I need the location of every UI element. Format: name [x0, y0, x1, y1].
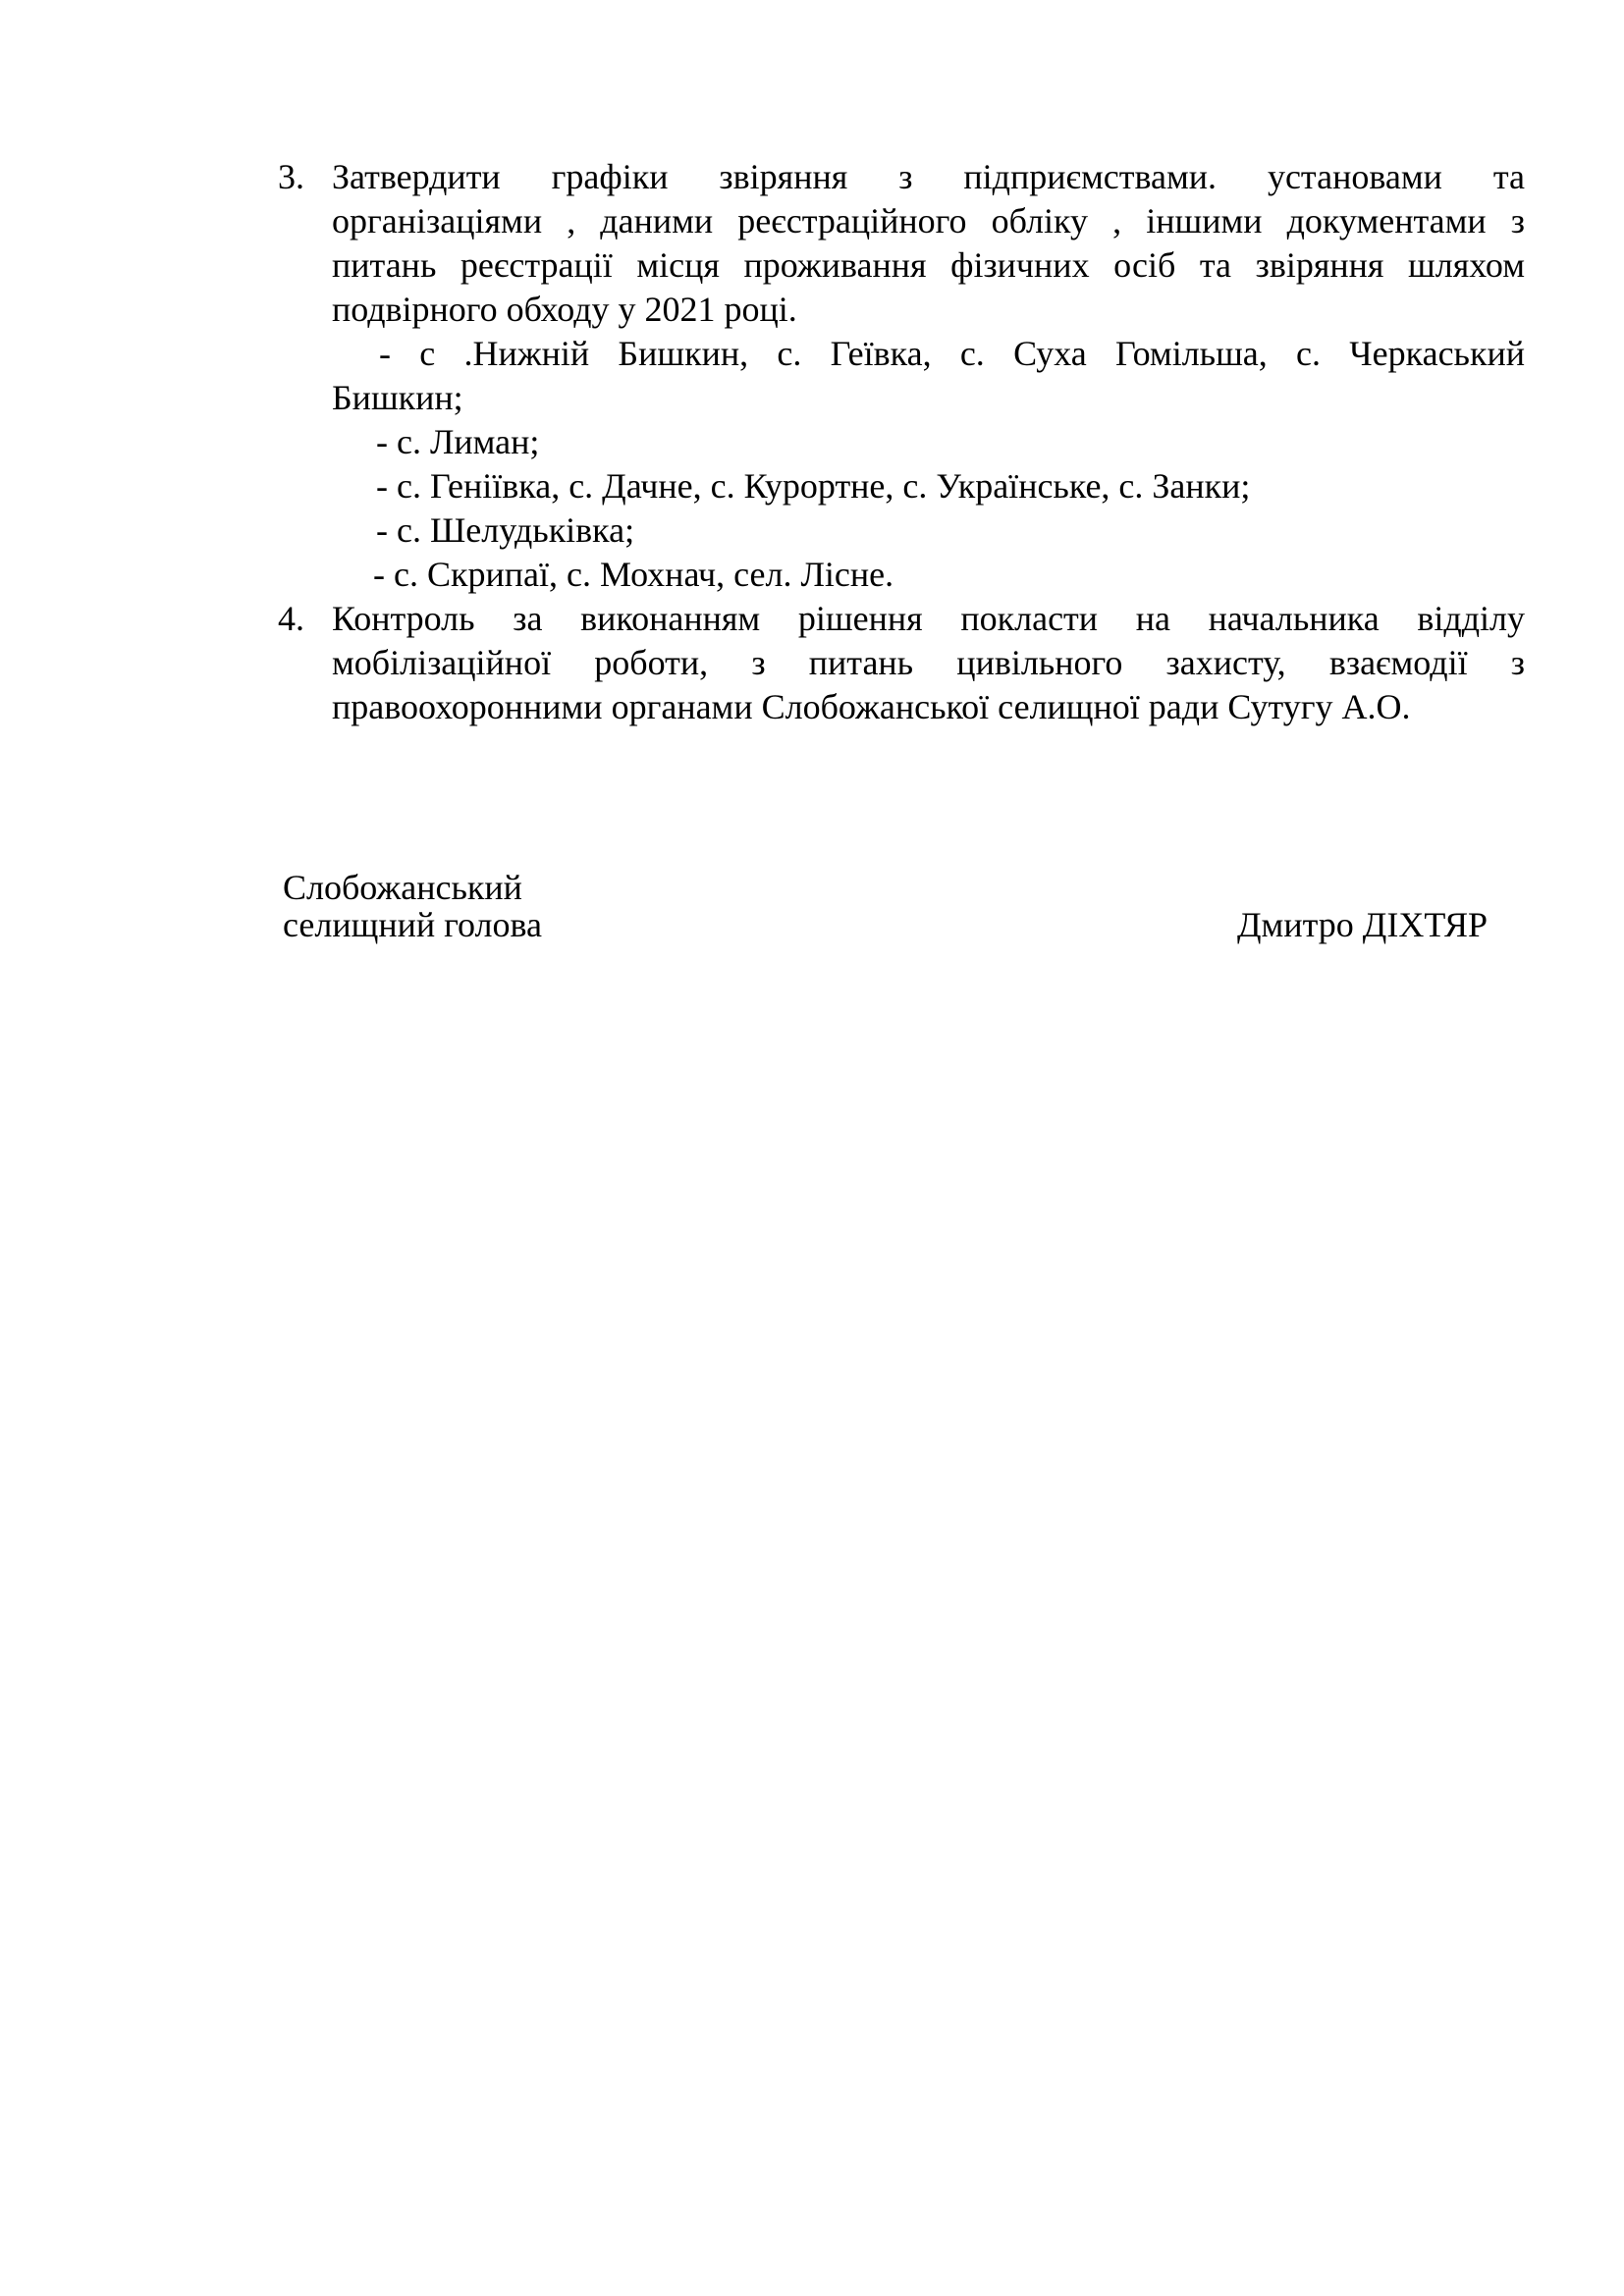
- signatory-title-line-2: селищний голова: [283, 905, 543, 944]
- item-text-line: мобілізаційної роботи, з питань цивільного захисту, взаємодії з: [332, 643, 1525, 682]
- decision-item-4: [278, 597, 1525, 729]
- item-text-line: Контроль за виконанням рішення покласти на начальника відділу: [332, 599, 1525, 638]
- item-text-line: правоохоронними органами Слобожанської селищної ради Сутугу А.О.: [332, 687, 1411, 726]
- signatory-name: Дмитро ДІХТЯР: [1237, 905, 1488, 944]
- item-body: [332, 155, 1525, 597]
- item-text-line: подвірного обходу у 2021 році.: [332, 290, 797, 329]
- decision-item-3: [278, 155, 1525, 597]
- signatory-title-line-1: Слобожанський: [283, 868, 522, 907]
- settlement-group-line: - с .Нижній Бишкин, с. Геївка, с. Суха Гомільша, с. Черкаський: [379, 334, 1525, 373]
- settlement-group-line: - с. Скрипаї, с. Мохнач, сел. Лісне.: [373, 555, 894, 594]
- item-text-line: організаціями , даними реєстраційного обліку , іншими документами з: [332, 201, 1525, 240]
- item-text-line: питань реєстрації місця проживання фізичних осіб та звіряння шляхом: [332, 245, 1525, 285]
- settlement-group-line: - с. Шелудьківка;: [376, 510, 635, 550]
- item-body: [332, 597, 1525, 729]
- item-text-line: Затвердити графіки звіряння з підприємствами. установами та: [332, 157, 1525, 196]
- settlement-group-line: - с. Лиман;: [376, 422, 540, 461]
- settlement-group-line: - с. Геніївка, с. Дачне, с. Курортне, с. Українське, с. Занки;: [376, 466, 1251, 506]
- item-number: 4.: [278, 599, 304, 638]
- item-number: 3.: [278, 157, 304, 196]
- settlement-group-line: Бишкин;: [332, 378, 463, 417]
